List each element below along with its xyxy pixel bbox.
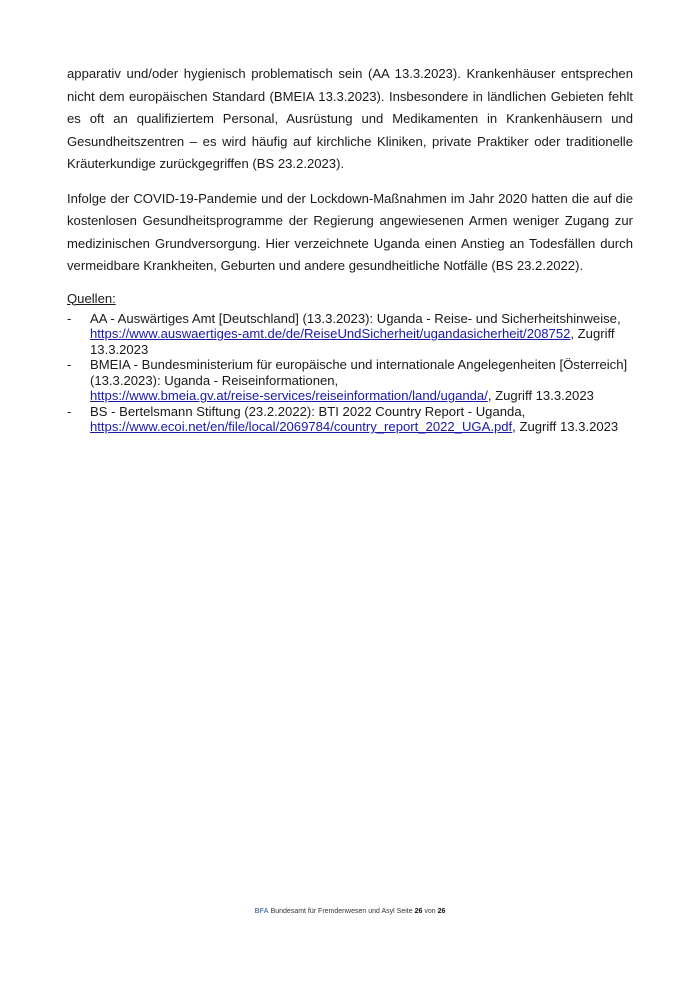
footer-page-word: Seite [396, 908, 413, 915]
page-footer [0, 907, 700, 916]
source-text: BS - Bertelsmann Stiftung (23.2.2022): BTI 2022 Country Report - Uganda, [90, 403, 526, 419]
source-list [67, 311, 633, 435]
source-text: BMEIA - Bundesministerium für europäische und internationale Angelegenheiten [Österreich] (13.3.2023): Uganda - Reiseinformationen, [90, 357, 628, 388]
source-access-date: , Zugriff 13.3.2023 [90, 326, 615, 357]
source-access-date: , Zugriff 13.3.2023 [512, 419, 619, 434]
footer-org: Bundesamt für Fremdenwesen und Asyl [270, 908, 395, 915]
source-item-aa [67, 311, 633, 358]
footer-page-number: 26 [414, 908, 423, 915]
source-text: AA - Auswärtiges Amt [Deutschland] (13.3.2023): Uganda - Reise- und Sicherheitshinweise, [90, 310, 621, 326]
source-link-bmeia[interactable]: https://www.bmeia.gv.at/reise-services/reiseinformation/land/uganda/ [90, 388, 488, 403]
sources-heading: Quellen: [67, 290, 116, 306]
list-dash: - [67, 357, 72, 372]
source-link-bs[interactable]: https://www.ecoi.net/en/file/local/2069784/country_report_2022_UGA.pdf [90, 419, 513, 434]
footer-of-word: von [424, 908, 436, 915]
source-access-date: , Zugriff 13.3.2023 [487, 388, 594, 403]
source-item-bs [67, 404, 633, 435]
document-body [67, 63, 633, 435]
paragraph-covid-impact: Infolge der COVID-19-Pandemie und der Lockdown-Maßnahmen im Jahr 2020 hatten die auf die kostenlosen Gesundheitsprogramme der Regierung angewiesenen Armen weniger Zugang zur medizinischen Grundversorgung. Hier verzeichnete Uganda einen Anstieg an Todesfällen durch vermeidbare Krankheiten, Geburten und andere gesundheitliche Notfälle (BS 23.2.2022). [67, 190, 633, 273]
source-item-bmeia [67, 357, 633, 404]
list-dash: - [67, 310, 72, 326]
paragraph-health-facilities: apparativ und/oder hygienisch problematisch sein (AA 13.3.2023). Krankenhäuser entsprechen nicht dem europäischen Standard (BMEIA 13.3.2023). Insbesondere in ländlichen Gebieten fehlt es oft an qualifiziertem Personal, Ausrüstung und Medikamenten in Krankenhäusern und Gesundheitszentren – es wird häufig auf kirchliche Kliniken, private Praktiker oder traditionelle Kräuterkundige zurückgegriffen (BS 23.2.2023). [67, 66, 633, 171]
bfa-logo: BFA [254, 908, 269, 915]
source-link-aa[interactable]: https://www.auswaertiges-amt.de/de/ReiseUndSicherheit/ugandasicherheit/208752 [90, 326, 571, 341]
list-dash: - [67, 403, 72, 419]
footer-page-total: 26 [437, 908, 446, 915]
